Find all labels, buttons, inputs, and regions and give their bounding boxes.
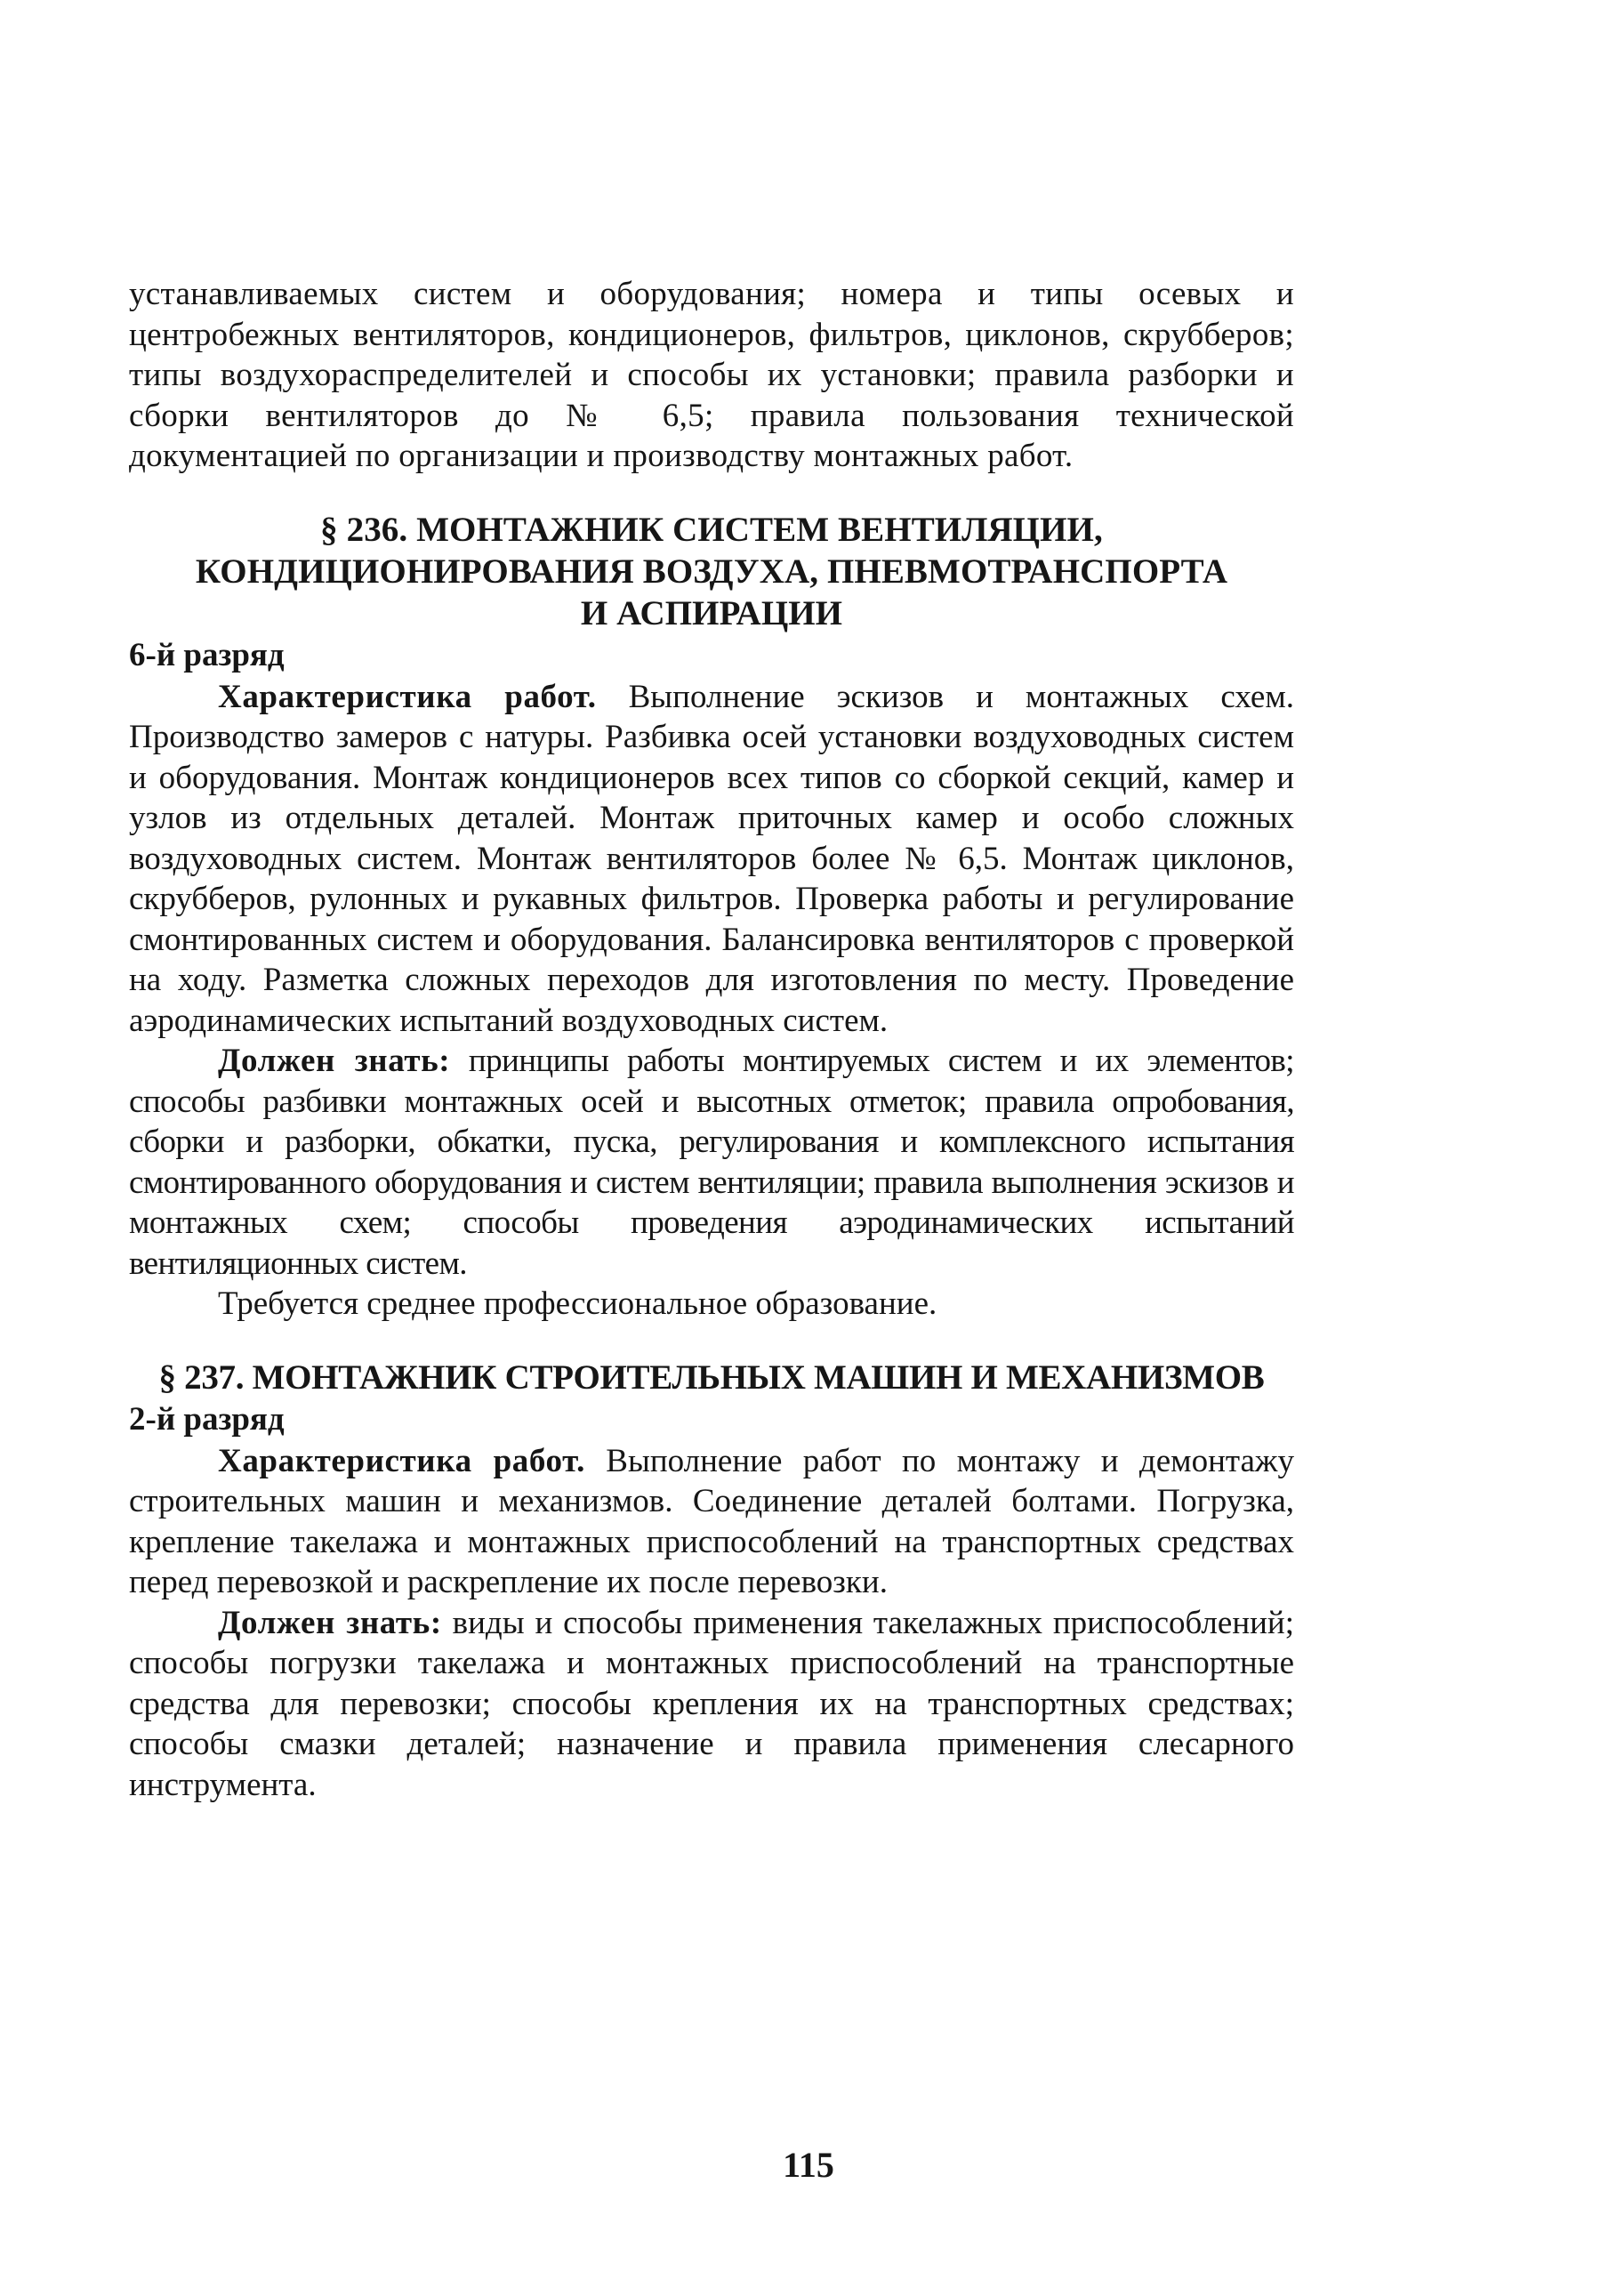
section-236-education: Требуется среднее профессиональное образование. [218,1285,937,1322]
section-237-knowledge [129,1603,1294,1806]
text-column [129,274,1294,1805]
section-236-know-text: принципы работы монтируемых систем и их элементов; способы разбивки монтажных осей и высотных отметок; правила опробования, сборки и разборки, обкатки, пуска, регулирования и комплексного испытания смонтированного оборудования и систем вентиляции; правила выполнения эскизов и монтажных схем; способы проведения аэродинамических испытаний вентиляционных систем. [129,1043,1294,1282]
section-237-work-label: Характеристика работ. [218,1442,585,1479]
section-236-know-label: Должен знать: [218,1043,451,1079]
section-237-work-text: Выполнение работ по монтажу и демонтажу строительных машин и механизмов. Соединение деталей болтами. Погрузка, крепление такелажа и монтажных приспособлений на транспортных средствах перед перевозкой и раскрепление их после перевозки. [129,1442,1294,1600]
section-236-knowledge [129,1041,1294,1284]
section-237-grade: 2-й разряд [129,1400,285,1438]
section-237-know-label: Должен знать: [218,1604,442,1641]
continued-paragraph: устанавливаемых систем и оборудования; номера и типы осевых и центробежных вентиляторов, кондиционеров, фильтров, циклонов, скрубберов; типы воздухораспределителей и способы их установки; правила разборки и сборки вентиляторов до № 6,5; правила пользования технической документацией по организации и производству монтажных работ. [129,276,1294,474]
section-236-work-label: Характеристика работ. [218,678,597,715]
section-236-heading [129,509,1294,634]
section-236-heading-line-2: КОНДИЦИОНИРОВАНИЯ ВОЗДУХА, ПНЕВМОТРАНСПОРТА [195,552,1228,591]
section-237-work-description [129,1441,1294,1603]
section-236-grade: 6-й разряд [129,636,285,673]
page-number: 115 [783,2145,834,2185]
section-237-know-text: виды и способы применения такелажных приспособлений; способы погрузки такелажа и монтажных приспособлений на транспортные средства для перевозки; способы крепления их на транспортных средствах; способы смазки деталей; назначение и правила применения слесарного инструмента. [129,1604,1294,1803]
section-236-work-text: Выполнение эскизов и монтажных схем. Производство замеров с натуры. Разбивка осей установки воздуховодных систем и оборудования. Монтаж кондиционеров всех типов со сборкой секций, камер и узлов из отдельных деталей. Монтаж приточных камер и особо сложных воздуховодных систем. Монтаж вентиляторов более № 6,5. Монтаж циклонов, скрубберов, рулонных и рукавных фильтров. Проверка работы и регулирование смонтированных систем и оборудования. Балансировка вентиляторов с проверкой на ходу. Разметка сложных переходов для изготовления по месту. Проведение аэродинамических испытаний воздуховодных систем. [129,678,1294,1039]
section-237-heading: § 237. МОНТАЖНИК СТРОИТЕЛЬНЫХ МАШИН И МЕХАНИЗМОВ [158,1357,1265,1397]
section-236-heading-line-1: § 236. МОНТАЖНИК СИСТЕМ ВЕНТИЛЯЦИИ, [320,510,1103,549]
section-236-work-description [129,677,1294,1042]
section-236-heading-line-3: И АСПИРАЦИИ [580,593,843,632]
